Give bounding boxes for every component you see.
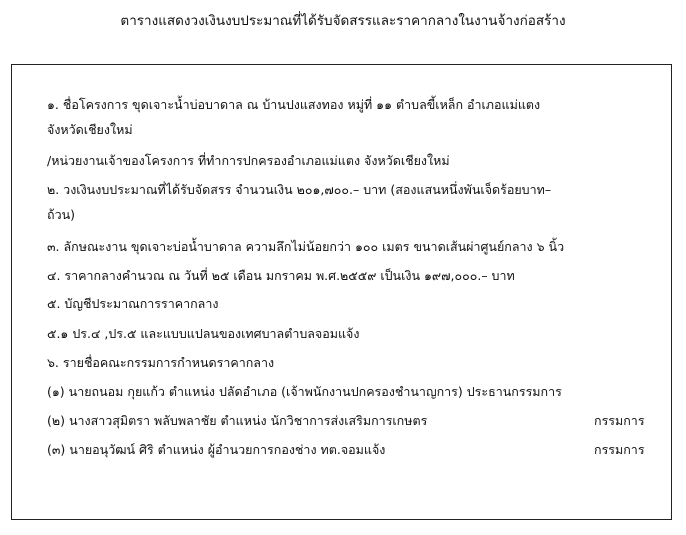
province-line: จังหวัดเชียงใหม่	[47, 122, 133, 137]
committee-member-3-role: กรรมการ	[594, 442, 645, 457]
median-price-line: ๔. ราคากลางคำนวณ ณ วันที่ ๒๕ เดือน มกราคม พ.ศ.๒๕๕๙ เป็นเงิน ๑๙๗,๐๐๐.– บาท	[47, 268, 515, 283]
estimate-list-heading: ๕. บัญชีประมาณการราคากลาง	[47, 296, 219, 311]
committee-heading: ๖. รายชื่อคณะกรรมการกำหนดราคากลาง	[47, 355, 275, 370]
committee-member-2-role: กรรมการ	[594, 413, 645, 428]
project-name-line: ๑. ชื่อโครงการ ขุดเจาะน้ำบ่อบาดาล ณ บ้านปงแสงทอง หมู่ที่ ๑๑ ตำบลขี้เหล็ก อำเภอแม่แตง	[47, 97, 541, 112]
committee-member-2: (๒) นางสาวสุมิตรา พลับพลาชัย ตำแหน่ง นักวิชาการส่งเสริมการเกษตร	[47, 413, 428, 428]
budget-line: ๒. วงเงินงบประมาณที่ได้รับจัดสรร จำนวนเงิน ๒๐๑,๗๐๐.– บาท (สองแสนหนึ่งพันเจ็ดร้อยบาท–	[47, 182, 552, 197]
content-box	[11, 64, 672, 520]
committee-member-1: (๑) นายถนอม กุยแก้ว ตำแหน่ง ปลัดอำเภอ (เจ้าพนักงานปกครองชำนาญการ) ประธานกรรมการ	[47, 384, 562, 399]
budget-line-continued: ถ้วน)	[47, 207, 76, 222]
owner-agency-line: /หน่วยงานเจ้าของโครงการ ที่ทำการปกครองอำเภอแม่แตง จังหวัดเชียงใหม่	[47, 153, 450, 168]
estimate-item-line: ๕.๑ ปร.๔ ,ปร.๕ และแบบแปลนของเทศบาลตำบลจอมแจ้ง	[47, 326, 360, 341]
committee-member-3: (๓) นายอนุวัฒน์ ศิริ ตำแหน่ง ผู้อำนวยการกองช่าง ทต.จอมแจ้ง	[47, 442, 386, 457]
work-description-line: ๓. ลักษณะงาน ขุดเจาะบ่อน้ำบาดาล ความลึกไม่น้อยกว่า ๑๐๐ เมตร ขนาดเส้นผ่าศูนย์กลาง ๖ นิ้ว	[47, 239, 565, 254]
document-title: ตารางแสดงวงเงินงบประมาณที่ได้รับจัดสรรและราคากลางในงานจ้างก่อสร้าง	[120, 13, 566, 29]
